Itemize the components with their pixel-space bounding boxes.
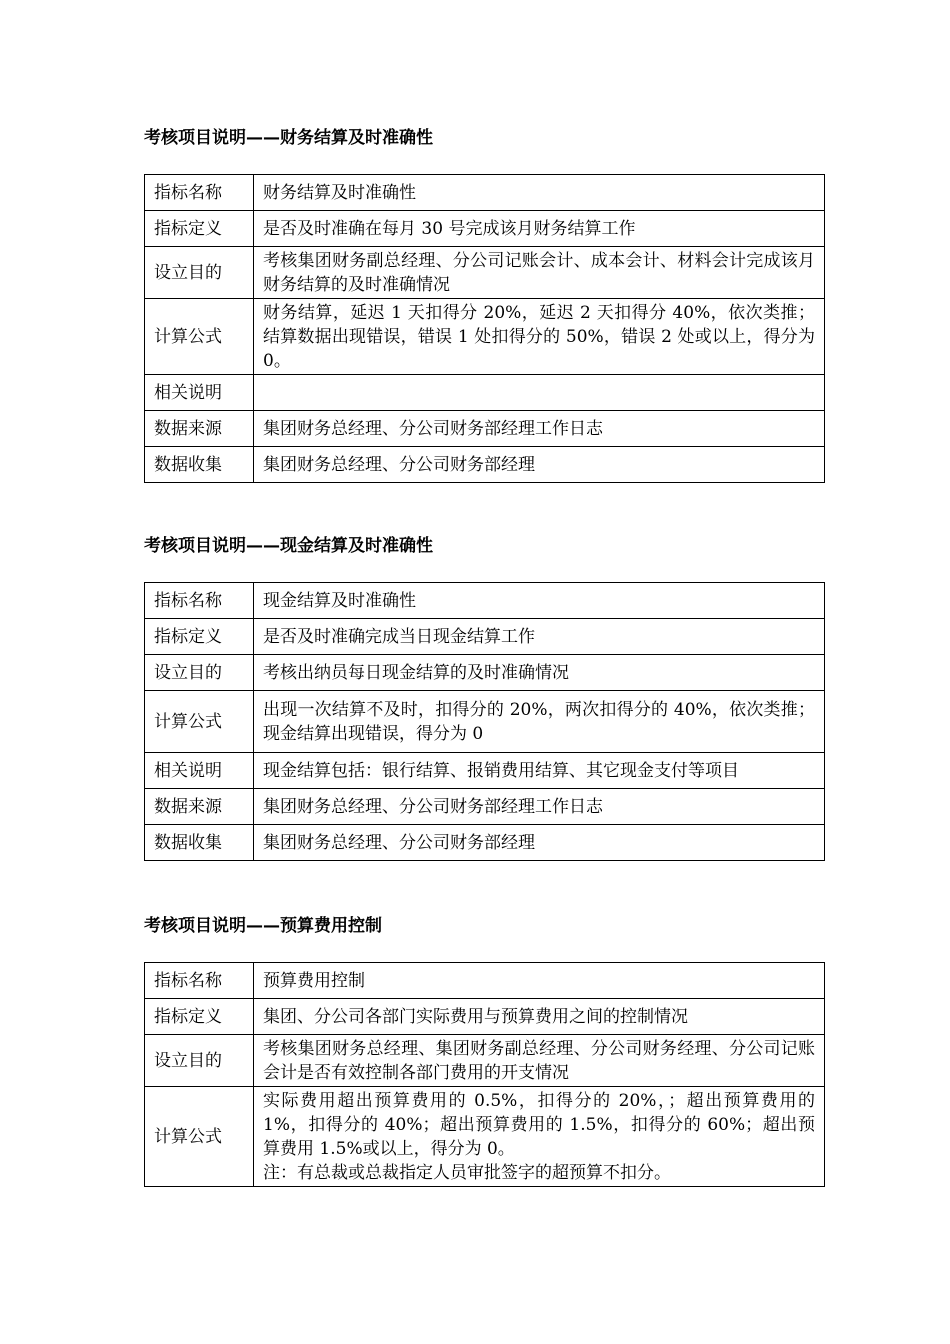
spec-table-2 — [144, 582, 825, 861]
row-value — [254, 447, 825, 483]
table-row — [145, 789, 825, 825]
row-value-text: 集团财务总经理、分公司财务部经理工作日志 — [263, 796, 603, 817]
row-label: 计算公式 — [145, 691, 254, 753]
row-value-text: 财务结算及时准确性 — [263, 182, 416, 203]
row-value-text: 实际费用超出预算费用的 0.5%，扣得分的 20%，；超出预算费用的 1%，扣得分的 40%；超出预算费用的 1.5%，扣得分的 60%；超出预算费用 1.5%或以上，得分为 0。 — [263, 1090, 815, 1159]
row-label: 计算公式 — [145, 299, 254, 375]
row-value-text: 考核集团财务总经理、集团财务副总经理、分公司财务经理、分公司记账会计是否有效控制各部门费用的开支情况 — [263, 1038, 815, 1083]
row-value — [254, 1035, 825, 1087]
row-value — [254, 299, 825, 375]
row-value — [254, 375, 825, 411]
row-value — [254, 753, 825, 789]
row-value — [254, 999, 825, 1035]
row-label: 相关说明 — [145, 753, 254, 789]
row-value-text: 财务结算，延迟 1 天扣得分 20%，延迟 2 天扣得分 40%，依次类推；结算数据出现错误，错误 1 处扣得分的 50%，错误 2 处或以上，得分为 0。 — [263, 302, 815, 371]
row-label: 指标定义 — [145, 211, 254, 247]
row-value-text: 预算费用控制 — [263, 970, 365, 991]
row-value-text: 集团财务总经理、分公司财务部经理 — [263, 454, 535, 475]
row-label: 相关说明 — [145, 375, 254, 411]
table-row — [145, 655, 825, 691]
row-label: 数据收集 — [145, 447, 254, 483]
row-value-text: 考核集团财务副总经理、分公司记账会计、成本会计、材料会计完成该月财务结算的及时准确情况 — [263, 250, 815, 295]
table-row — [145, 691, 825, 753]
row-value-text: 考核出纳员每日现金结算的及时准确情况 — [263, 662, 569, 683]
row-label: 计算公式 — [145, 1087, 254, 1187]
row-value — [254, 175, 825, 211]
row-label: 设立目的 — [145, 1035, 254, 1087]
table-row — [145, 753, 825, 789]
table-row — [145, 583, 825, 619]
row-value — [254, 411, 825, 447]
table-row — [145, 963, 825, 999]
row-label: 指标名称 — [145, 963, 254, 999]
row-label: 指标名称 — [145, 583, 254, 619]
row-value — [254, 963, 825, 999]
row-value-text: 是否及时准确完成当日现金结算工作 — [263, 626, 535, 647]
section-title-2: 考核项目说明——现金结算及时准确性 — [144, 536, 433, 556]
table-row — [145, 999, 825, 1035]
row-value — [254, 583, 825, 619]
table-row — [145, 1087, 825, 1187]
row-value — [254, 211, 825, 247]
row-value-text: 出现一次结算不及时，扣得分的 20%，两次扣得分的 40%，依次类推；现金结算出现错误，得分为 0 — [263, 699, 815, 744]
table-row — [145, 825, 825, 861]
row-value-text: 是否及时准确在每月 30 号完成该月财务结算工作 — [263, 218, 636, 239]
row-value — [254, 619, 825, 655]
row-label: 指标定义 — [145, 999, 254, 1035]
row-value — [254, 1087, 825, 1187]
table-row — [145, 619, 825, 655]
row-label: 设立目的 — [145, 655, 254, 691]
row-value — [254, 655, 825, 691]
row-value-note: 注：有总裁或总裁指定人员审批签字的超预算不扣分。 — [263, 1162, 671, 1183]
row-label: 数据来源 — [145, 789, 254, 825]
row-value — [254, 247, 825, 299]
section-title-3: 考核项目说明——预算费用控制 — [144, 916, 382, 936]
row-value — [254, 691, 825, 753]
table-row — [145, 175, 825, 211]
row-label: 设立目的 — [145, 247, 254, 299]
spec-table-1 — [144, 174, 825, 483]
row-value-text: 现金结算及时准确性 — [263, 590, 416, 611]
row-value-text: 集团财务总经理、分公司财务部经理工作日志 — [263, 418, 603, 439]
table-row — [145, 247, 825, 299]
row-label: 指标定义 — [145, 619, 254, 655]
table-row — [145, 411, 825, 447]
table-row — [145, 447, 825, 483]
section-title-1: 考核项目说明——财务结算及时准确性 — [144, 128, 433, 148]
table-row — [145, 375, 825, 411]
table-row — [145, 1035, 825, 1087]
table-row — [145, 299, 825, 375]
row-label: 数据来源 — [145, 411, 254, 447]
row-label: 指标名称 — [145, 175, 254, 211]
table-row — [145, 211, 825, 247]
row-value-text: 集团财务总经理、分公司财务部经理 — [263, 832, 535, 853]
row-value-text: 现金结算包括：银行结算、报销费用结算、其它现金支付等项目 — [263, 760, 739, 781]
row-value — [254, 789, 825, 825]
row-value — [254, 825, 825, 861]
row-label: 数据收集 — [145, 825, 254, 861]
row-value-text: 集团、分公司各部门实际费用与预算费用之间的控制情况 — [263, 1006, 688, 1027]
spec-table-3 — [144, 962, 825, 1187]
